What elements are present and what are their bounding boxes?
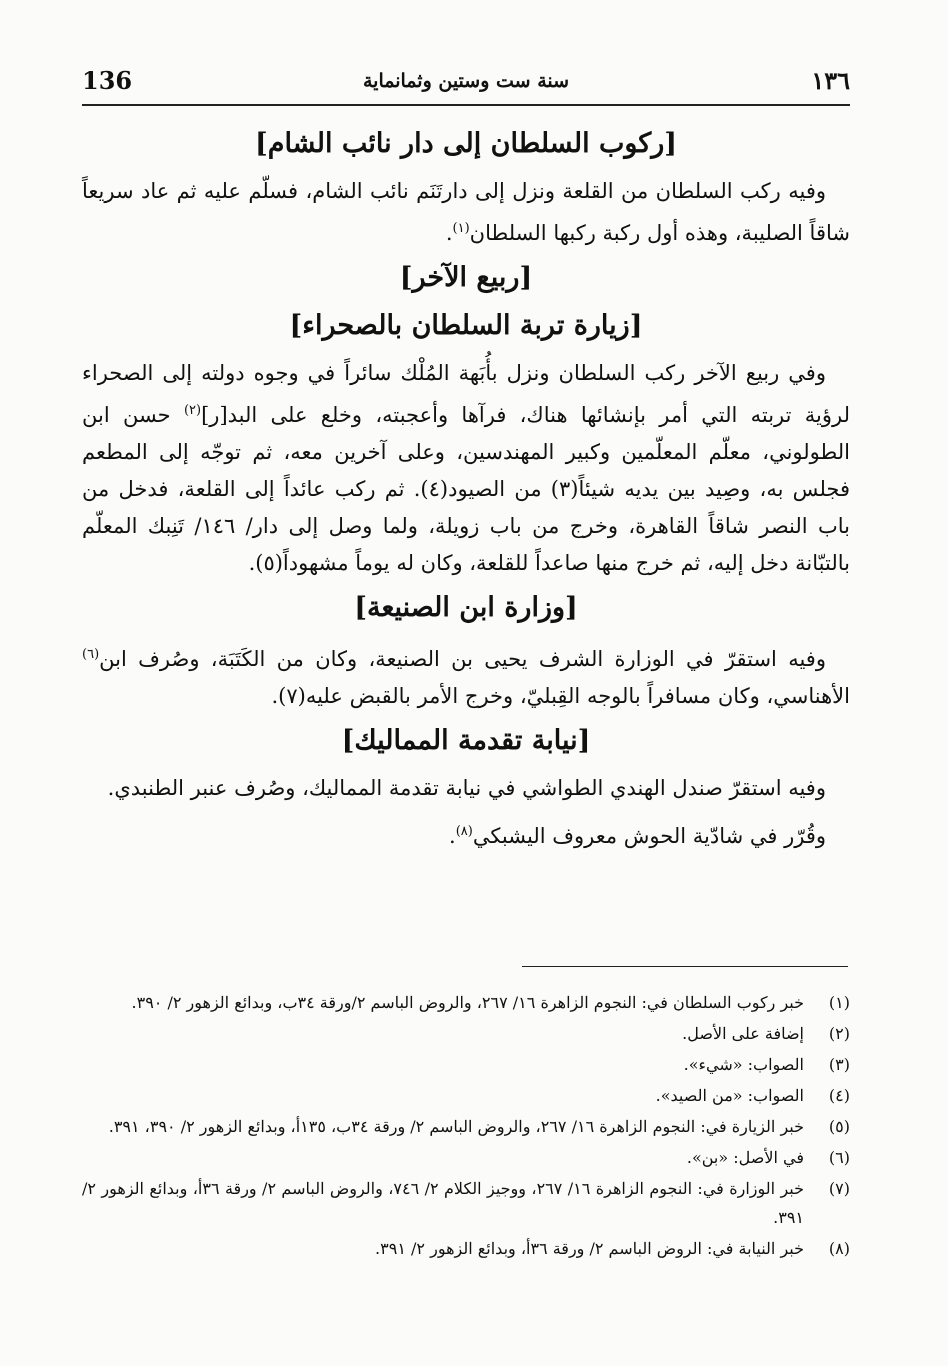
- footnotes: [82, 988, 850, 1265]
- paragraph-sultan-ride: [82, 173, 850, 252]
- paragraph-text: وفيه استقرّ صندل الهندي الطواشي في نيابة تقدمة المماليك، وصُرف عنبر الطنبدي.: [107, 775, 826, 800]
- paragraph-vizierate: [82, 636, 850, 715]
- footnote-text: خبر النيابة في: الروض الباسم ٢/ ورقة ٣٦أ، وبدائع الزهور ٢/ ٣٩١.: [375, 1239, 804, 1258]
- footnote-number: (٧): [828, 1179, 850, 1198]
- footnote-number: (٢): [828, 1024, 850, 1043]
- running-title: سنة ست وستين وثمانماية: [362, 70, 570, 92]
- footnote-text: في الأصل: «بن».: [686, 1148, 804, 1167]
- footnote-number: (٥): [828, 1117, 850, 1136]
- footnote-ref: (١): [452, 220, 470, 236]
- page-number-latin: 136: [82, 66, 133, 95]
- footnote-text: الصواب: «من الصيد».: [655, 1086, 804, 1105]
- paragraph-text: وفيه ركب السلطان من القلعة ونزل إلى دارتَنَم نائب الشام، فسلّم عليه ثم عاد سريعاً شاقاً الصليبة، وهذه أول ركبة ركبها السلطان: [82, 178, 850, 245]
- footnote-number: (٣): [828, 1055, 850, 1074]
- paragraph-hawsh-appointment: [82, 813, 850, 855]
- footnote-divider: [522, 966, 848, 967]
- footnote-ref: (٦): [82, 647, 100, 662]
- footnote-number: (٤): [828, 1086, 850, 1105]
- section-heading-mamluk-deputy: [نيابة تقدمة المماليك]: [341, 725, 591, 756]
- paragraph-tomb-visit: [82, 355, 850, 582]
- footnote-number: (٨): [828, 1239, 850, 1258]
- paragraph-tail: حسن ابن الطولوني، معلّم المعلّمين وكبير المهندسين، وعلى آخرين معه، ثم توجّه إلى المطعم فجلس به، وصِيد بين يديه شيئاً(٣) من الصيود(٤). ثم ركب عائداً إلى القلعة، فدخل من باب النصر شاقاً القاهرة، وخرج من باب زويلة، ولما وصل إلى دار/ ١٤٦/ تَنِبك المعلّم بالتبّانة دخل إليه، ثم خرج منها صاعداً للقلعة، وكان له يوماً مشهوداً(٥).: [82, 402, 850, 575]
- footnote-text: خبر ركوب السلطان في: النجوم الزاهرة ١٦/ ٢٦٧، والروض الباسم ٢/ورقة ٣٤ب، وبدائع الزهور ٢/ ٣٩٠.: [131, 993, 804, 1012]
- footnote-text: الصواب: «شيء».: [683, 1055, 804, 1074]
- footnote-text: إضافة على الأصل.: [682, 1024, 804, 1043]
- footnote-text: خبر الوزارة في: النجوم الزاهرة ١٦/ ٢٦٧، ووجيز الكلام ٢/ ٧٤٦، والروض الباسم ٢/ ورقة ٣٦أ، وبدائع الزهور ٢/ ٣٩١.: [82, 1179, 805, 1227]
- section-heading-sultan-ride: [ركوب السلطان إلى دار نائب الشام]: [254, 128, 678, 159]
- paragraph-text: وفيه استقرّ في الوزارة الشرف يحيى بن الصنيعة، وكان من الكَتَبَة، وصُرف ابن: [99, 647, 826, 671]
- footnote-item: [82, 1174, 850, 1232]
- running-header: [82, 66, 850, 106]
- section-heading-month: [ربيع الآخر]: [399, 261, 533, 293]
- footnote-text: خبر الزيارة في: النجوم الزاهرة ١٦/ ٢٦٧، والروض الباسم ٢/ ورقة ٣٤ب، ١٣٥أ، وبدائع الزهور ٢/ ٣٩٠، ٣٩١.: [108, 1117, 804, 1136]
- footnote-item: [82, 1081, 850, 1110]
- footnote-ref: (٨): [455, 823, 473, 839]
- paragraph-tail: الأهناسي، وكان مسافراً بالوجه القِبليّ، وخرج الأمر بالقبض عليه(٧).: [271, 684, 850, 708]
- footnote-number: (٦): [828, 1148, 850, 1167]
- footnote-item: [82, 1143, 850, 1172]
- footnote-item: [82, 988, 850, 1017]
- footnote-number: (١): [828, 993, 850, 1012]
- paragraph-tail: .: [449, 823, 456, 848]
- section-heading-tomb-visit: [زيارة تربة السلطان بالصحراء]: [289, 310, 643, 341]
- page-number-arabic: ١٣٦: [811, 66, 850, 95]
- footnote-item: [82, 1050, 850, 1079]
- footnote-ref: (٢): [183, 402, 202, 418]
- footnote-item: [82, 1019, 850, 1048]
- paragraph-text: وفي ربيع الآخر ركب السلطان ونزل بأُبَهة المُلْك سائراً في وجوه دولته إلى الصحراء لرؤية تربته التي أمر بإنشائها هناك، فرآها وأعجبته، وخلع على البد[ر]: [82, 360, 851, 427]
- section-heading-vizierate: [وزارة ابن الصنيعة]: [354, 591, 578, 623]
- paragraph-mamluk-deputy: [82, 770, 850, 807]
- paragraph-text: وقُرّر في شادّية الحوش معروف اليشبكي: [472, 823, 826, 848]
- footnote-item: [82, 1112, 850, 1141]
- footnote-item: [82, 1234, 850, 1263]
- main-text: [82, 118, 850, 861]
- paragraph-tail: .: [445, 220, 453, 245]
